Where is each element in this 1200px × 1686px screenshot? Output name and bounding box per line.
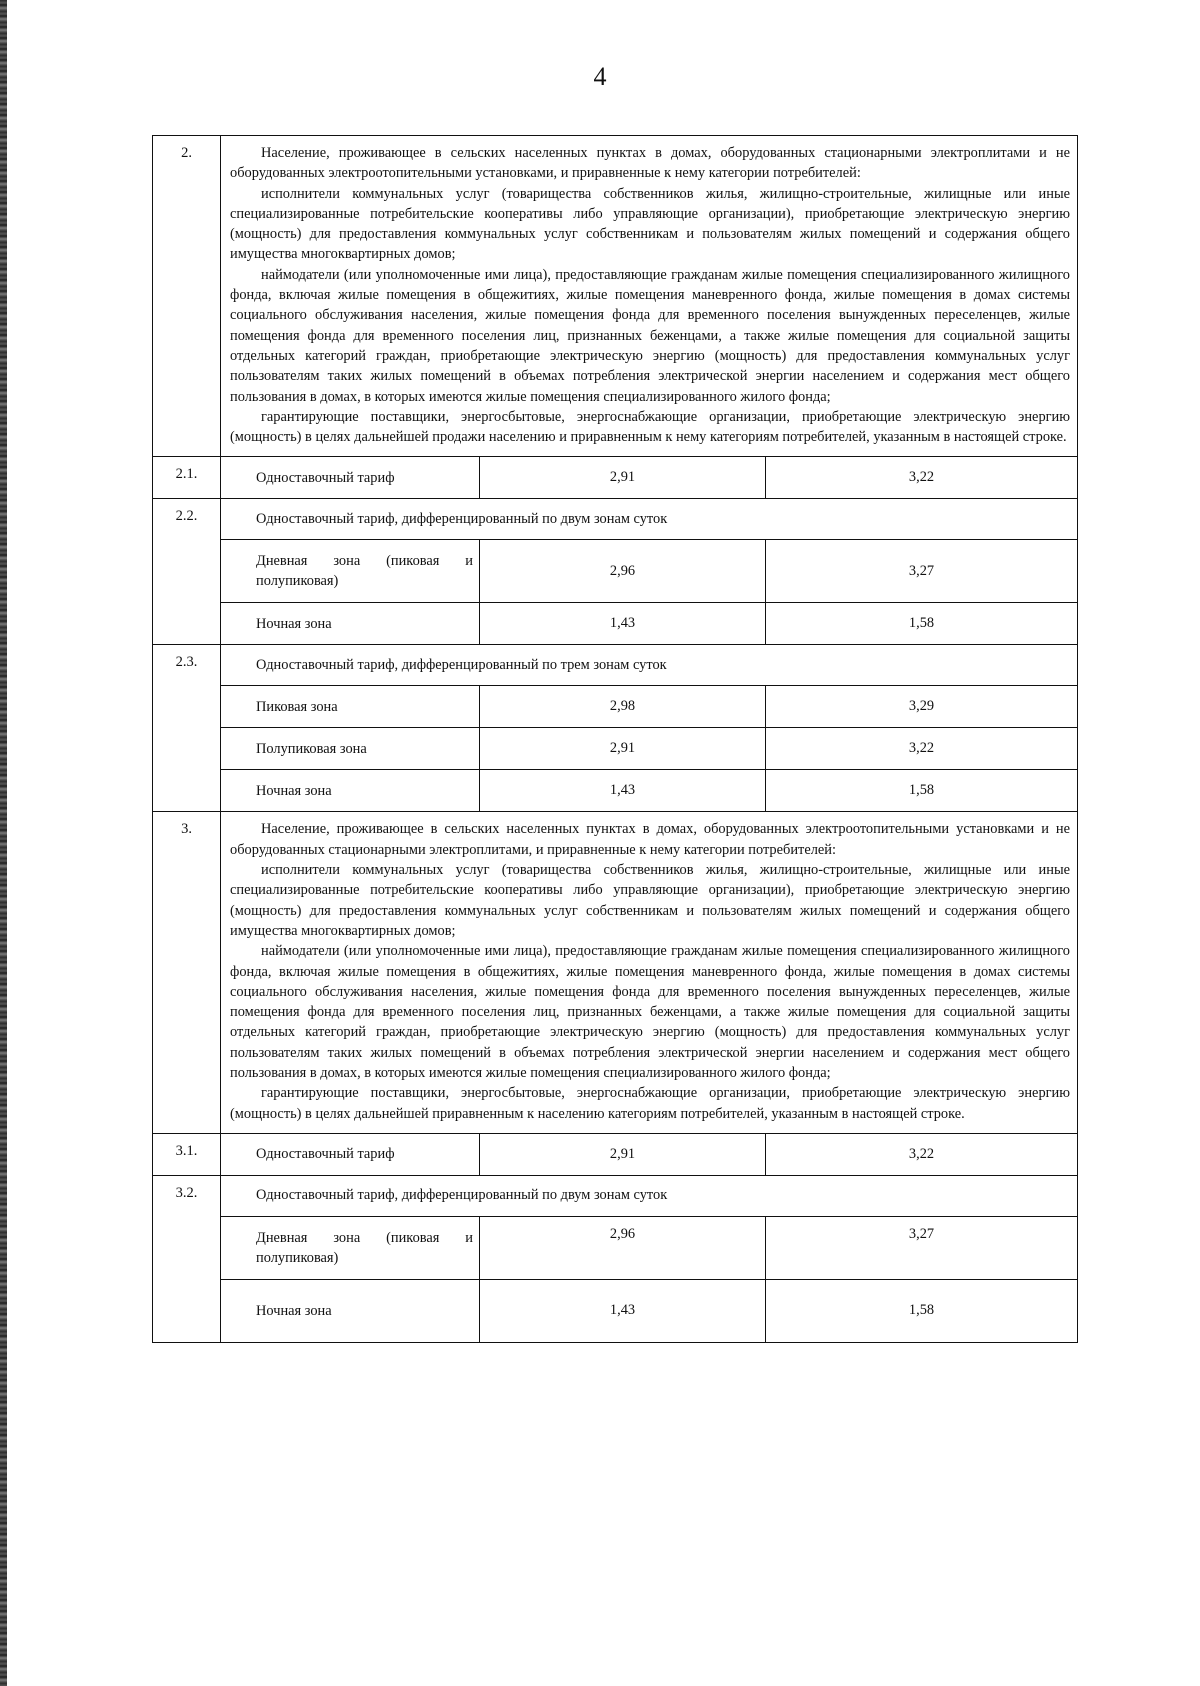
tariff-label: Дневная зона (пиковая и полупиковая) [221,540,480,602]
tariff-value: 1,58 [908,1302,935,1319]
tariff-label: Ночная зона [221,603,480,644]
paragraph: гарантирующие поставщики, энергосбытовые, энергоснабжающие организации, приобретающие электрическую энергию (мощность) в целях дальнейшей продажи населению и приравненным к нему категориям потребителей, указанным в настоящей строке. [230,408,1070,446]
tariff-label: Одноставочный тариф [221,1134,480,1175]
row-number: 2. [153,136,221,456]
tariff-group [153,644,1077,811]
tariff-value: 1,58 [908,782,935,799]
tariff-group [153,1175,1077,1342]
group-title: Одноставочный тариф, дифференцированный по двум зонам суток [256,1187,668,1204]
tariff-value: 2,96 [480,1217,766,1279]
paragraph: наймодатели (или уполномоченные ими лица), предоставляющие гражданам жилые помещения специализированного жилищного фонда, включая жилые помещения в общежитиях, жилые помещения маневренного фонда, жилые помещения в домах системы социального обслуживания населения, жилые помещения фонда для временного поселения вынужденных переселенцев, жилые помещения фонда для временного поселения лиц, признанных беженцами, а также жилые помещения для социальной защиты отдельных категорий граждан, приобретающие электрическую энергию (мощность) для предоставления коммунальных услуг пользователям таких жилых помещений в объемах потребления электрической энергии населением и содержания мест общего пользования в домах, в которых имеются жилые помещения специализированного жилого фонда; [230,266,1070,405]
section-row [153,811,1077,1132]
tariff-value: 2,91 [480,457,766,498]
section-row [153,136,1077,456]
scan-edge [0,0,7,1686]
tariff-value: 3,22 [908,740,935,757]
tariff-row [153,456,1077,498]
row-number: 2.1. [153,457,221,498]
paragraph: исполнители коммунальных услуг (товарищества собственников жилья, жилищно-строительные, жилищные или иные специализированные потребительские кооперативы либо управляющие организации), приобретающие электрическую энергию (мощность) для предоставления коммунальных услуг собственникам и пользователям жилых помещений и содержания общего имущества многоквартирных домов; [230,185,1070,263]
tariff-label: Одноставочный тариф [221,457,480,498]
row-number: 3. [153,812,221,1132]
section-description [221,812,1077,1132]
tariff-value: 2,91 [480,728,766,769]
tariff-value: 1,58 [908,615,935,632]
tariff-label: Дневная зона (пиковая и полупиковая) [221,1217,480,1279]
tariff-value: 3,22 [908,1145,935,1162]
tariff-table [152,135,1078,1343]
page-number: 4 [593,62,607,91]
section-description [221,136,1077,456]
paragraph: Население, проживающее в сельских населенных пунктах в домах, оборудованных стационарными электроплитами и не оборудованных электроотопительными установками, и приравненные к нему категории потребителей: [230,145,1070,182]
tariff-group [153,498,1077,644]
row-number: 2.3. [153,645,221,811]
tariff-value: 2,98 [480,686,766,727]
tariff-label: Пиковая зона [221,686,480,727]
paragraph: исполнители коммунальных услуг (товарищества собственников жилья, жилищно-строительные, жилищные или иные специализированные потребительские кооперативы либо управляющие организации), приобретающие электрическую энергию (мощность) для предоставления коммунальных услуг собственникам и пользователям жилых помещений и содержания общего имущества многоквартирных домов; [230,862,1070,939]
tariff-value: 1,43 [480,603,766,644]
paragraph: гарантирующие поставщики, энергосбытовые, энергоснабжающие организации, приобретающие электрическую энергию (мощность) в целях дальнейшей приравненным к населению категориям потребителей, указанным в настоящей строке. [230,1085,1070,1122]
paragraph: наймодатели (или уполномоченные ими лица), предоставляющие гражданам жилые помещения специализированного жилищного фонда, включая жилые помещения в общежитиях, жилые помещения маневренного фонда, жилые помещения в домах системы социального обслуживания населения, жилые помещения фонда для временного поселения вынужденных переселенцев, жилые помещения фонда для временного поселения лиц, признанных беженцами, а также жилые помещения для социальной защиты отдельных категорий граждан, приобретающие электрическую энергию (мощность) для предоставления коммунальных услуг пользователям таких жилых помещений в объемах потребления электрической энергии населением и содержания мест общего пользования в домах, в которых имеются жилые помещения специализированного жилого фонда; [230,943,1070,1082]
group-title: Одноставочный тариф, дифференцированный по двум зонам суток [256,510,668,527]
row-number: 3.2. [153,1176,221,1342]
tariff-value: 3,22 [908,469,935,486]
tariff-label: Ночная зона [221,770,480,811]
tariff-value: 3,29 [908,698,935,715]
row-number: 3.1. [153,1134,221,1175]
tariff-value: 3,27 [908,562,935,579]
paragraph: Население, проживающее в сельских населенных пунктах в домах, оборудованных электроотопительными установками и не оборудованных стационарными электроплитами, и приравненные к нему категории потребителей: [230,821,1070,858]
tariff-value: 2,91 [480,1134,766,1175]
group-title: Одноставочный тариф, дифференцированный по трем зонам суток [256,656,667,673]
row-number: 2.2. [153,499,221,644]
tariff-label: Ночная зона [221,1280,480,1342]
tariff-value: 2,96 [480,540,766,602]
tariff-value: 1,43 [480,1280,766,1342]
tariff-value: 3,27 [908,1225,935,1242]
tariff-value: 1,43 [480,770,766,811]
tariff-label: Полупиковая зона [221,728,480,769]
tariff-row [153,1133,1077,1175]
